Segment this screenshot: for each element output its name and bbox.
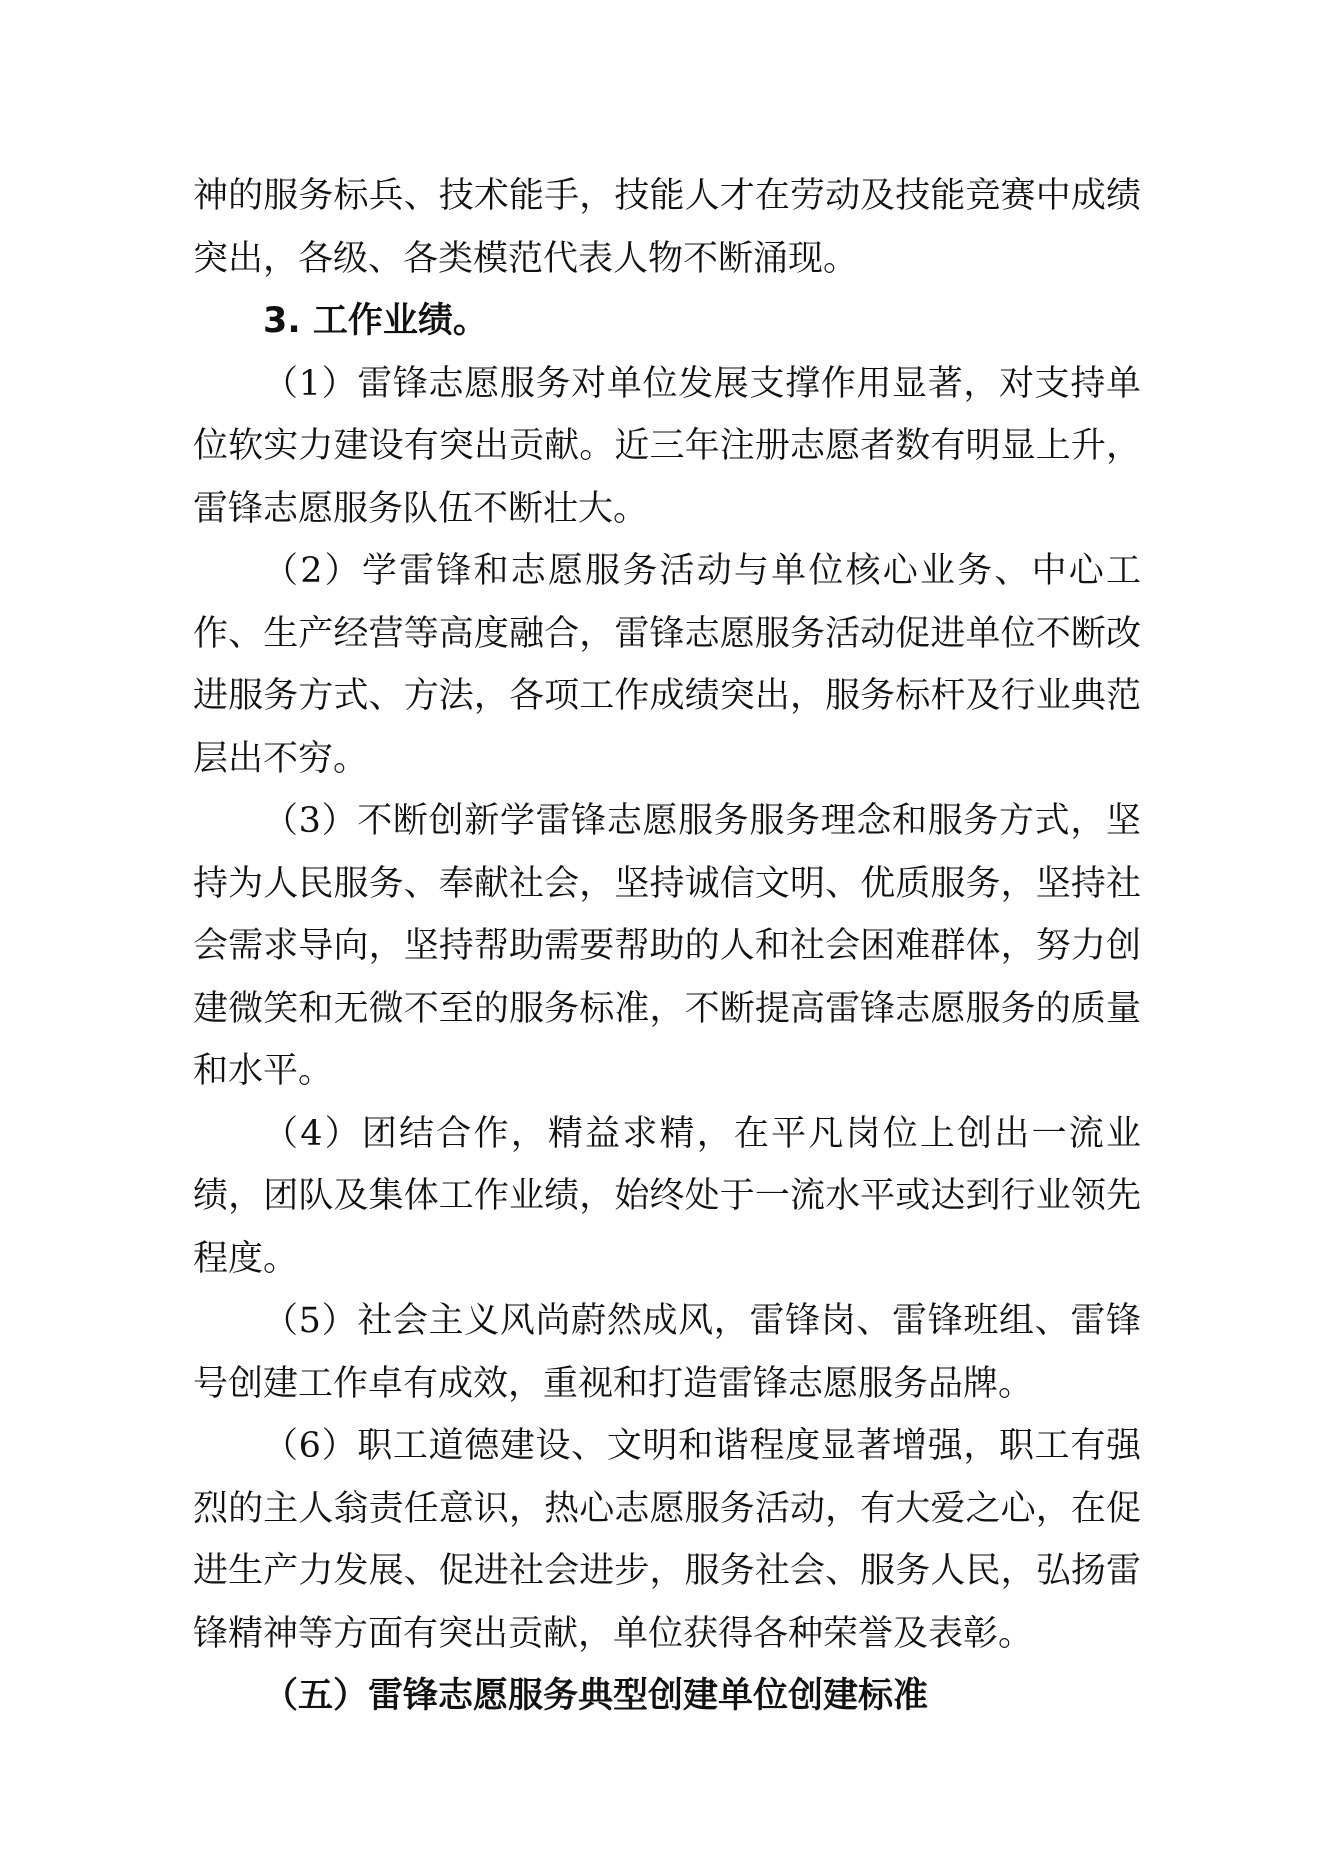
paragraph-item-1: （1）雷锋志愿服务对单位发展支撑作用显著，对支持单位软实力建设有突出贡献。近三年注册志愿者数有明显上升，雷锋志愿服务队伍不断壮大。 — [193, 363, 1141, 529]
section-heading-creation-standard: （五）雷锋志愿服务典型创建单位创建标准 — [263, 1676, 929, 1716]
section-heading-work-performance: 3. 工作业绩。 — [263, 301, 488, 341]
paragraph-item-2: （2）学雷锋和志愿服务活动与单位核心业务、中心工作、生产经营等高度融合，雷锋志愿服务活动促进单位不断改进服务方式、方法，各项工作成绩突出，服务标杆及行业典范层出不穷。 — [193, 551, 1141, 779]
paragraph-item-3: （3）不断创新学雷锋志愿服务服务理念和服务方式，坚持为人民服务、奉献社会，坚持诚信文明、优质服务，坚持社会需求导向，坚持帮助需要帮助的人和社会困难群体，努力创建微笑和无微不至的服务标准，不断提高雷锋志愿服务的质量和水平。 — [193, 801, 1141, 1091]
document-body — [193, 165, 1141, 1728]
paragraph-item-6: （6）职工道德建设、文明和谐程度显著增强，职工有强烈的主人翁责任意识，热心志愿服务活动，有大爱之心，在促进生产力发展、促进社会进步，服务社会、服务人民，弘扬雷锋精神等方面有突出贡献，单位获得各种荣誉及表彰。 — [193, 1426, 1141, 1654]
paragraph-continuation: 神的服务标兵、技术能手，技能人才在劳动及技能竞赛中成绩突出，各级、各类模范代表人物不断涌现。 — [193, 176, 1141, 279]
paragraph-item-5: （5）社会主义风尚蔚然成风，雷锋岗、雷锋班组、雷锋号创建工作卓有成效，重视和打造雷锋志愿服务品牌。 — [193, 1301, 1141, 1404]
paragraph-item-4: （4）团结合作，精益求精，在平凡岗位上创出一流业绩，团队及集体工作业绩，始终处于一流水平或达到行业领先程度。 — [193, 1113, 1141, 1279]
